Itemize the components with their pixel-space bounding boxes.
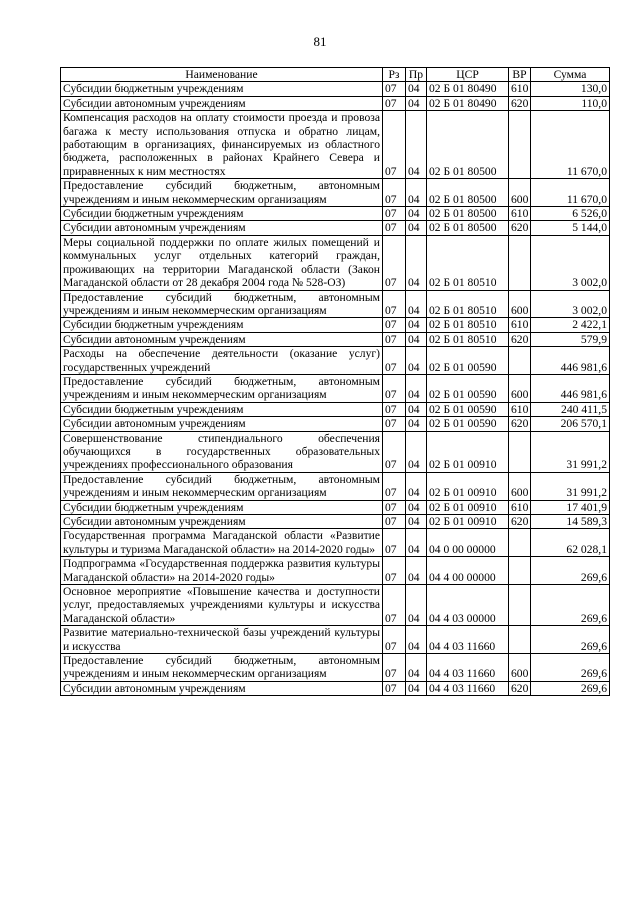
cell-pr: 04 [406, 347, 427, 375]
cell-csr: 04 4 03 11660 [427, 681, 509, 695]
table-row [61, 654, 610, 682]
cell-name: Предоставление субсидий бюджетным, автономным учреждениям и иным некоммерческим организациям [61, 654, 383, 682]
cell-rz: 07 [383, 500, 406, 514]
cell-csr: 02 Б 01 00590 [427, 417, 509, 431]
cell-csr: 02 Б 01 80500 [427, 111, 509, 179]
cell-pr: 04 [406, 654, 427, 682]
cell-sum: 11 670,0 [531, 179, 610, 207]
table-row [61, 82, 610, 96]
column-header-csr: ЦСР [427, 68, 509, 82]
page-number: 81 [313, 34, 327, 49]
cell-rz: 07 [383, 290, 406, 318]
cell-rz: 07 [383, 654, 406, 682]
cell-rz: 07 [383, 221, 406, 235]
cell-rz: 07 [383, 82, 406, 96]
cell-rz: 07 [383, 557, 406, 585]
cell-vr [509, 626, 531, 654]
cell-name: Субсидии автономным учреждениям [61, 96, 383, 110]
cell-rz: 07 [383, 681, 406, 695]
cell-sum: 206 570,1 [531, 417, 610, 431]
table-row [61, 374, 610, 402]
cell-name: Субсидии автономным учреждениям [61, 221, 383, 235]
cell-name: Субсидии бюджетным учреждениям [61, 402, 383, 416]
column-header-pr: Пр [406, 68, 427, 82]
column-header-name: Наименование [61, 68, 383, 82]
table-row [61, 207, 610, 221]
cell-pr: 04 [406, 402, 427, 416]
table-row [61, 472, 610, 500]
cell-name: Субсидии бюджетным учреждениям [61, 318, 383, 332]
table-row [61, 585, 610, 626]
cell-rz: 07 [383, 179, 406, 207]
cell-sum: 5 144,0 [531, 221, 610, 235]
cell-csr: 02 Б 01 80500 [427, 221, 509, 235]
cell-pr: 04 [406, 431, 427, 472]
cell-name: Развитие материально-технической базы учреждений культуры и искусства [61, 626, 383, 654]
table-row [61, 500, 610, 514]
cell-pr: 04 [406, 318, 427, 332]
cell-vr: 610 [509, 402, 531, 416]
cell-pr: 04 [406, 500, 427, 514]
cell-rz: 07 [383, 515, 406, 529]
cell-rz: 07 [383, 585, 406, 626]
cell-sum: 130,0 [531, 82, 610, 96]
cell-rz: 07 [383, 111, 406, 179]
cell-rz: 07 [383, 347, 406, 375]
cell-sum: 240 411,5 [531, 402, 610, 416]
cell-csr: 04 4 03 11660 [427, 626, 509, 654]
cell-sum: 269,6 [531, 654, 610, 682]
cell-vr [509, 235, 531, 290]
cell-csr: 04 0 00 00000 [427, 529, 509, 557]
cell-pr: 04 [406, 235, 427, 290]
table-row [61, 515, 610, 529]
cell-sum: 110,0 [531, 96, 610, 110]
budget-table [60, 67, 610, 696]
cell-sum: 14 589,3 [531, 515, 610, 529]
cell-sum: 11 670,0 [531, 111, 610, 179]
table-row [61, 431, 610, 472]
cell-csr: 02 Б 01 00910 [427, 472, 509, 500]
cell-csr: 02 Б 01 80510 [427, 318, 509, 332]
cell-csr: 02 Б 01 00910 [427, 515, 509, 529]
cell-sum: 269,6 [531, 585, 610, 626]
cell-name: Субсидии автономным учреждениям [61, 515, 383, 529]
cell-csr: 02 Б 01 00590 [427, 374, 509, 402]
cell-pr: 04 [406, 515, 427, 529]
cell-pr: 04 [406, 557, 427, 585]
cell-name: Подпрограмма «Государственная поддержка развития культуры Магаданской области» на 2014-2020 годы» [61, 557, 383, 585]
cell-rz: 07 [383, 207, 406, 221]
cell-vr: 600 [509, 374, 531, 402]
cell-rz: 07 [383, 332, 406, 346]
cell-vr: 620 [509, 515, 531, 529]
cell-pr: 04 [406, 207, 427, 221]
table-row [61, 557, 610, 585]
cell-sum: 269,6 [531, 626, 610, 654]
table-row [61, 179, 610, 207]
cell-csr: 02 Б 01 80500 [427, 207, 509, 221]
cell-name: Расходы на обеспечение деятельности (оказание услуг) государственных учреждений [61, 347, 383, 375]
cell-pr: 04 [406, 529, 427, 557]
cell-vr [509, 111, 531, 179]
cell-vr [509, 529, 531, 557]
cell-vr: 620 [509, 332, 531, 346]
cell-csr: 02 Б 01 00910 [427, 431, 509, 472]
table-row [61, 529, 610, 557]
cell-rz: 07 [383, 235, 406, 290]
table-row [61, 332, 610, 346]
cell-pr: 04 [406, 417, 427, 431]
cell-vr: 620 [509, 417, 531, 431]
cell-rz: 07 [383, 529, 406, 557]
cell-vr: 600 [509, 290, 531, 318]
cell-csr: 04 4 00 00000 [427, 557, 509, 585]
table-row [61, 235, 610, 290]
cell-csr: 02 Б 01 80490 [427, 82, 509, 96]
cell-name: Предоставление субсидий бюджетным, автономным учреждениям и иным некоммерческим организациям [61, 472, 383, 500]
cell-rz: 07 [383, 374, 406, 402]
table-row [61, 318, 610, 332]
cell-name: Субсидии бюджетным учреждениям [61, 82, 383, 96]
cell-csr: 04 4 03 11660 [427, 654, 509, 682]
cell-pr: 04 [406, 111, 427, 179]
cell-rz: 07 [383, 417, 406, 431]
cell-sum: 446 981,6 [531, 374, 610, 402]
cell-sum: 2 422,1 [531, 318, 610, 332]
table-row [61, 111, 610, 179]
cell-name: Субсидии автономным учреждениям [61, 417, 383, 431]
cell-name: Основное мероприятие «Повышение качества и доступности услуг, предоставляемых учреждениями культуры и искусства Магаданской области» [61, 585, 383, 626]
cell-name: Субсидии бюджетным учреждениям [61, 500, 383, 514]
cell-csr: 02 Б 01 80510 [427, 235, 509, 290]
cell-name: Субсидии бюджетным учреждениям [61, 207, 383, 221]
cell-csr: 04 4 03 00000 [427, 585, 509, 626]
cell-rz: 07 [383, 431, 406, 472]
cell-pr: 04 [406, 332, 427, 346]
cell-name: Субсидии автономным учреждениям [61, 332, 383, 346]
cell-sum: 269,6 [531, 557, 610, 585]
table-row [61, 347, 610, 375]
cell-sum: 579,9 [531, 332, 610, 346]
cell-sum: 446 981,6 [531, 347, 610, 375]
cell-pr: 04 [406, 221, 427, 235]
cell-vr [509, 585, 531, 626]
cell-csr: 02 Б 01 80510 [427, 332, 509, 346]
cell-rz: 07 [383, 472, 406, 500]
cell-vr: 610 [509, 82, 531, 96]
cell-sum: 17 401,9 [531, 500, 610, 514]
cell-name: Предоставление субсидий бюджетным, автономным учреждениям и иным некоммерческим организациям [61, 290, 383, 318]
cell-csr: 02 Б 01 80500 [427, 179, 509, 207]
cell-name: Предоставление субсидий бюджетным, автономным учреждениям и иным некоммерческим организациям [61, 374, 383, 402]
cell-vr [509, 431, 531, 472]
cell-pr: 04 [406, 585, 427, 626]
table-row [61, 681, 610, 695]
table-row [61, 402, 610, 416]
cell-vr: 610 [509, 500, 531, 514]
cell-csr: 02 Б 01 00910 [427, 500, 509, 514]
cell-pr: 04 [406, 290, 427, 318]
cell-sum: 3 002,0 [531, 290, 610, 318]
cell-vr: 610 [509, 318, 531, 332]
cell-name: Совершенствование стипендиального обеспечения обучающихся в государственных образовательных учреждениях профессионального образования [61, 431, 383, 472]
table-row [61, 221, 610, 235]
cell-csr: 02 Б 01 80510 [427, 290, 509, 318]
cell-vr: 610 [509, 207, 531, 221]
cell-vr: 620 [509, 681, 531, 695]
table-row [61, 626, 610, 654]
cell-name: Субсидии автономным учреждениям [61, 681, 383, 695]
cell-name: Государственная программа Магаданской области «Развитие культуры и туризма Магаданской области» на 2014-2020 годы» [61, 529, 383, 557]
table-row [61, 96, 610, 110]
table-row [61, 290, 610, 318]
cell-pr: 04 [406, 681, 427, 695]
cell-rz: 07 [383, 96, 406, 110]
cell-vr: 620 [509, 221, 531, 235]
cell-pr: 04 [406, 179, 427, 207]
cell-csr: 02 Б 01 00590 [427, 347, 509, 375]
cell-pr: 04 [406, 374, 427, 402]
cell-sum: 269,6 [531, 681, 610, 695]
cell-rz: 07 [383, 626, 406, 654]
cell-pr: 04 [406, 82, 427, 96]
cell-vr [509, 557, 531, 585]
cell-rz: 07 [383, 402, 406, 416]
cell-name: Предоставление субсидий бюджетным, автономным учреждениям и иным некоммерческим организациям [61, 179, 383, 207]
cell-csr: 02 Б 01 80490 [427, 96, 509, 110]
cell-name: Компенсация расходов на оплату стоимости проезда и провоза багажа к месту использования отпуска и обратно лицам, работающим в организациях, финансируемых из областного бюджета, расположенных в районах Крайнего Севера и приравненных к ним местностях [61, 111, 383, 179]
cell-rz: 07 [383, 318, 406, 332]
cell-sum: 31 991,2 [531, 431, 610, 472]
cell-sum: 62 028,1 [531, 529, 610, 557]
cell-sum: 3 002,0 [531, 235, 610, 290]
cell-sum: 6 526,0 [531, 207, 610, 221]
cell-vr [509, 347, 531, 375]
cell-pr: 04 [406, 626, 427, 654]
cell-vr: 600 [509, 472, 531, 500]
table-header-row [61, 68, 610, 82]
cell-vr: 620 [509, 96, 531, 110]
column-header-rz: Рз [383, 68, 406, 82]
table-row [61, 417, 610, 431]
cell-pr: 04 [406, 472, 427, 500]
cell-csr: 02 Б 01 00590 [427, 402, 509, 416]
cell-vr: 600 [509, 179, 531, 207]
cell-vr: 600 [509, 654, 531, 682]
cell-pr: 04 [406, 96, 427, 110]
cell-sum: 31 991,2 [531, 472, 610, 500]
cell-name: Меры социальной поддержки по оплате жилых помещений и коммунальных услуг отдельных категорий граждан, проживающих на территории Магаданской области (Закон Магаданской области от 28 декабря 2004 года № 528-ОЗ) [61, 235, 383, 290]
column-header-sum: Сумма [531, 68, 610, 82]
column-header-vr: ВР [509, 68, 531, 82]
